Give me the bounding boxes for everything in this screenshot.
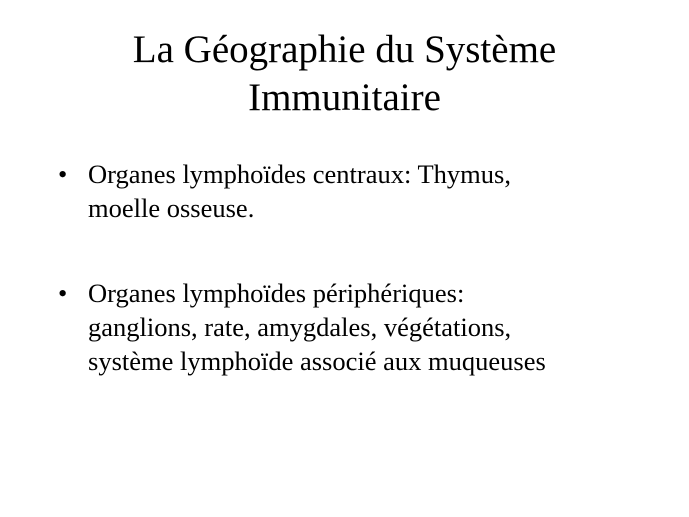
slide-title-line-2: Immunitaire [248,76,441,119]
bullet-text [88,276,668,378]
bullet-icon: • [58,159,68,189]
bullet-text-line: moelle osseuse. [88,193,255,223]
bullet-text-line: ganglions, rate, amygdales, végétations, [88,312,512,342]
slide-title [40,26,649,122]
bullet-item-peripheral-organs [58,276,668,378]
bullet-text-line: Organes lymphoïdes centraux: Thymus, [88,159,511,189]
bullet-text-line: système lymphoïde associé aux muqueuses [88,346,546,376]
slide-title-line-1: La Géographie du Système [132,28,557,71]
bullet-list [58,157,668,378]
bullet-icon: • [58,278,68,308]
bullet-text [88,157,668,225]
bullet-text-line: Organes lymphoïdes périphériques: [88,278,465,308]
bullet-item-central-organs [58,157,668,225]
